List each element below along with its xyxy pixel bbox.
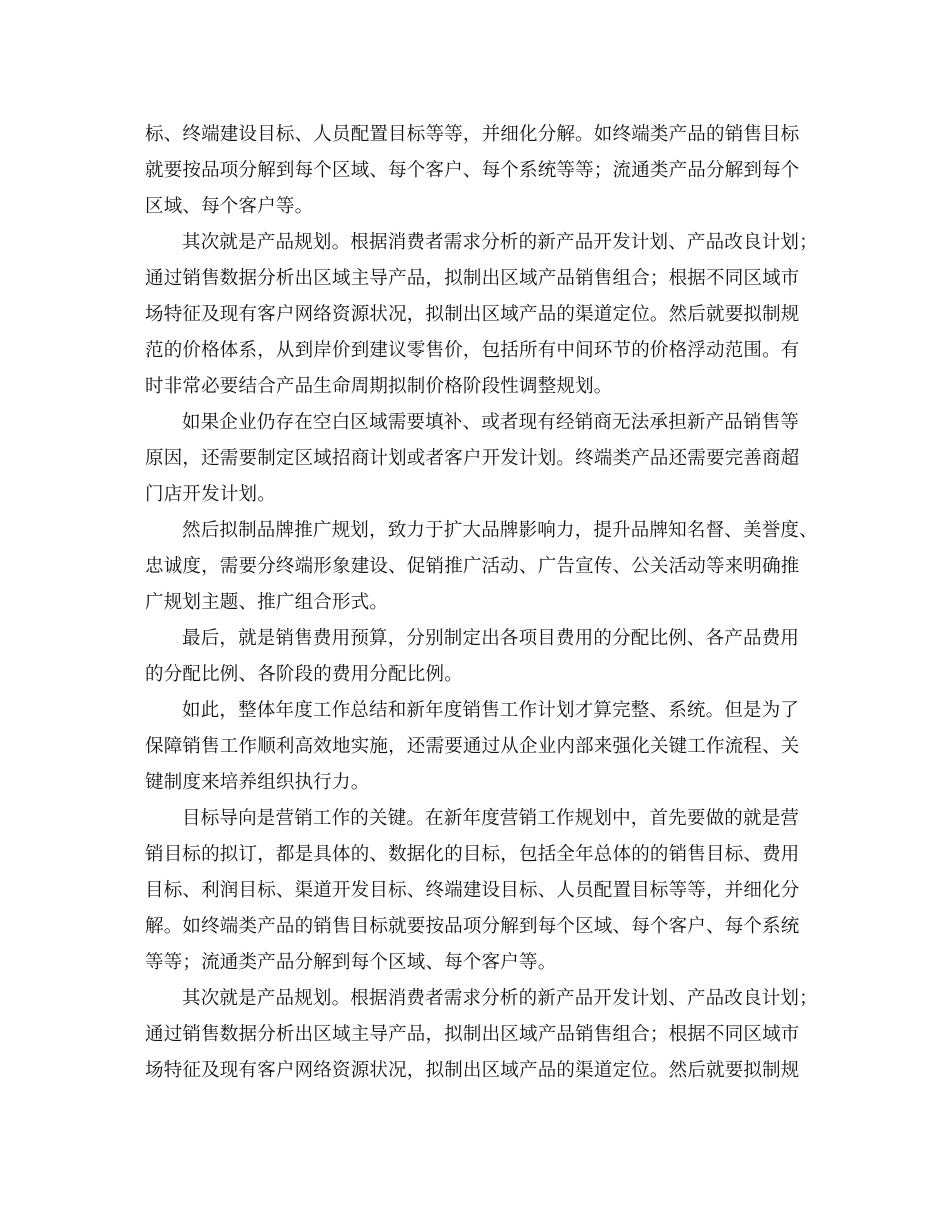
text-line: 目标、利润目标、渠道开发目标、终端建设目标、人员配置目标等等，并细化分: [145, 880, 800, 901]
text-line: 保障销售工作顺利高效地实施，还需要通过从企业内部来强化关键工作流程、关: [145, 736, 800, 757]
text-line: 通过销售数据分析出区域主导产品，拟制出区域产品销售组合；根据不同区域市: [145, 268, 800, 289]
text-line: 门店开发计划。: [145, 484, 276, 505]
paragraph-first-line: 如果企业仍存在空白区域需要填补、或者现有经销商无法承担新产品销售等: [182, 412, 800, 433]
text-line: 标、终端建设目标、人员配置目标等等，并细化分解。如终端类产品的销售目标: [145, 124, 800, 145]
text-line: 销目标的拟订，都是具体的、数据化的目标，包括全年总体的的销售目标、费用: [145, 844, 800, 865]
text-line: 等等；流通类产品分解到每个区域、每个客户等。: [145, 952, 557, 973]
text-line: 时非常必要结合产品生命周期拟制价格阶段性调整规划。: [145, 376, 613, 397]
text-line: 原因，还需要制定区域招商计划或者客户开发计划。终端类产品还需要完善商超: [145, 448, 800, 469]
text-line: 场特征及现有客户网络资源状况，拟制出区域产品的渠道定位。然后就要拟制规: [145, 304, 800, 325]
text-line: 忠诚度，需要分终端形象建设、促销推广活动、广告宣传、公关活动等来明确推: [145, 556, 800, 577]
text-line: 的分配比例、各阶段的费用分配比例。: [145, 664, 463, 685]
text-line: 解。如终端类产品的销售目标就要按品项分解到每个区域、每个客户、每个系统: [145, 916, 800, 937]
paragraph-first-line: 最后，就是销售费用预算，分别制定出各项目费用的分配比例、各产品费用: [182, 628, 800, 649]
text-line: 就要按品项分解到每个区域、每个客户、每个系统等等；流通类产品分解到每个: [145, 160, 800, 181]
paragraph-first-line: 其次就是产品规划。根据消费者需求分析的新产品开发计划、产品改良计划；: [182, 232, 818, 253]
paragraph-first-line: 如此，整体年度工作总结和新年度销售工作计划才算完整、系统。但是为了: [182, 700, 800, 721]
text-line: 范的价格体系，从到岸价到建议零售价，包括所有中间环节的价格浮动范围。有: [145, 340, 800, 361]
document-body: [145, 117, 818, 1089]
text-line: 通过销售数据分析出区域主导产品，拟制出区域产品销售组合；根据不同区域市: [145, 1024, 800, 1045]
text-line: 广规划主题、推广组合形式。: [145, 592, 389, 613]
paragraph-first-line: 目标导向是营销工作的关键。在新年度营销工作规划中，首先要做的就是营: [182, 808, 800, 829]
text-line: 键制度来培养组织执行力。: [145, 772, 370, 793]
paragraph-first-line: 然后拟制品牌推广规划，致力于扩大品牌影响力，提升品牌知名督、美誉度、: [182, 520, 818, 541]
text-line: 场特征及现有客户网络资源状况，拟制出区域产品的渠道定位。然后就要拟制规: [145, 1060, 800, 1081]
text-line: 区域、每个客户等。: [145, 196, 314, 217]
paragraph-first-line: 其次就是产品规划。根据消费者需求分析的新产品开发计划、产品改良计划；: [182, 988, 818, 1009]
